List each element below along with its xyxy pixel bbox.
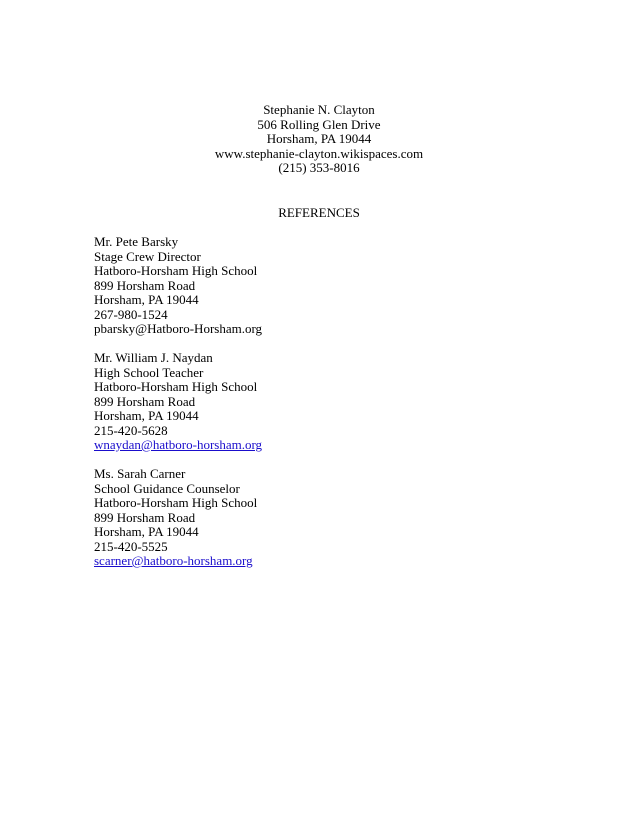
applicant-phone: (215) 353-8016	[278, 160, 360, 175]
reference-city: Horsham, PA 19044	[94, 292, 199, 307]
reference-city: Horsham, PA 19044	[94, 408, 199, 423]
applicant-street: 506 Rolling Glen Drive	[257, 116, 381, 132]
reference-entry	[94, 235, 554, 337]
reference-email-link[interactable]: scarner@hatboro-horsham.org	[94, 553, 253, 568]
reference-phone: 215-420-5525	[94, 538, 168, 554]
reference-title: High School Teacher	[94, 364, 204, 380]
reference-phone: 267-980-1524	[94, 306, 168, 322]
reference-school: Hatboro-Horsham High School	[94, 263, 258, 278]
reference-city: Horsham, PA 19044	[94, 524, 199, 539]
contact-header	[0, 103, 638, 176]
reference-street: 899 Horsham Road	[94, 277, 196, 293]
reference-name: Mr. Pete Barsky	[94, 234, 179, 249]
applicant-city: Horsham, PA 19044	[266, 131, 372, 146]
applicant-name: Stephanie N. Clayton	[263, 102, 375, 117]
reference-title: Stage Crew Director	[94, 248, 201, 264]
reference-street: 899 Horsham Road	[94, 393, 196, 409]
reference-name: Ms. Sarah Carner	[94, 466, 186, 481]
reference-school: Hatboro-Horsham High School	[94, 379, 258, 394]
reference-phone: 215-420-5628	[94, 422, 168, 438]
section-title: REFERENCES	[278, 205, 360, 220]
reference-email-link[interactable]: wnaydan@hatboro-horsham.org	[94, 437, 263, 452]
applicant-website: www.stephanie-clayton.wikispaces.com	[214, 145, 424, 161]
reference-entry	[94, 467, 554, 569]
reference-entry	[94, 351, 554, 453]
references-list	[94, 235, 554, 583]
reference-email: pbarsky@Hatboro-Horsham.org	[94, 321, 263, 336]
reference-street: 899 Horsham Road	[94, 509, 196, 525]
reference-school: Hatboro-Horsham High School	[94, 495, 258, 510]
reference-title: School Guidance Counselor	[94, 480, 240, 496]
reference-name: Mr. William J. Naydan	[94, 350, 213, 365]
